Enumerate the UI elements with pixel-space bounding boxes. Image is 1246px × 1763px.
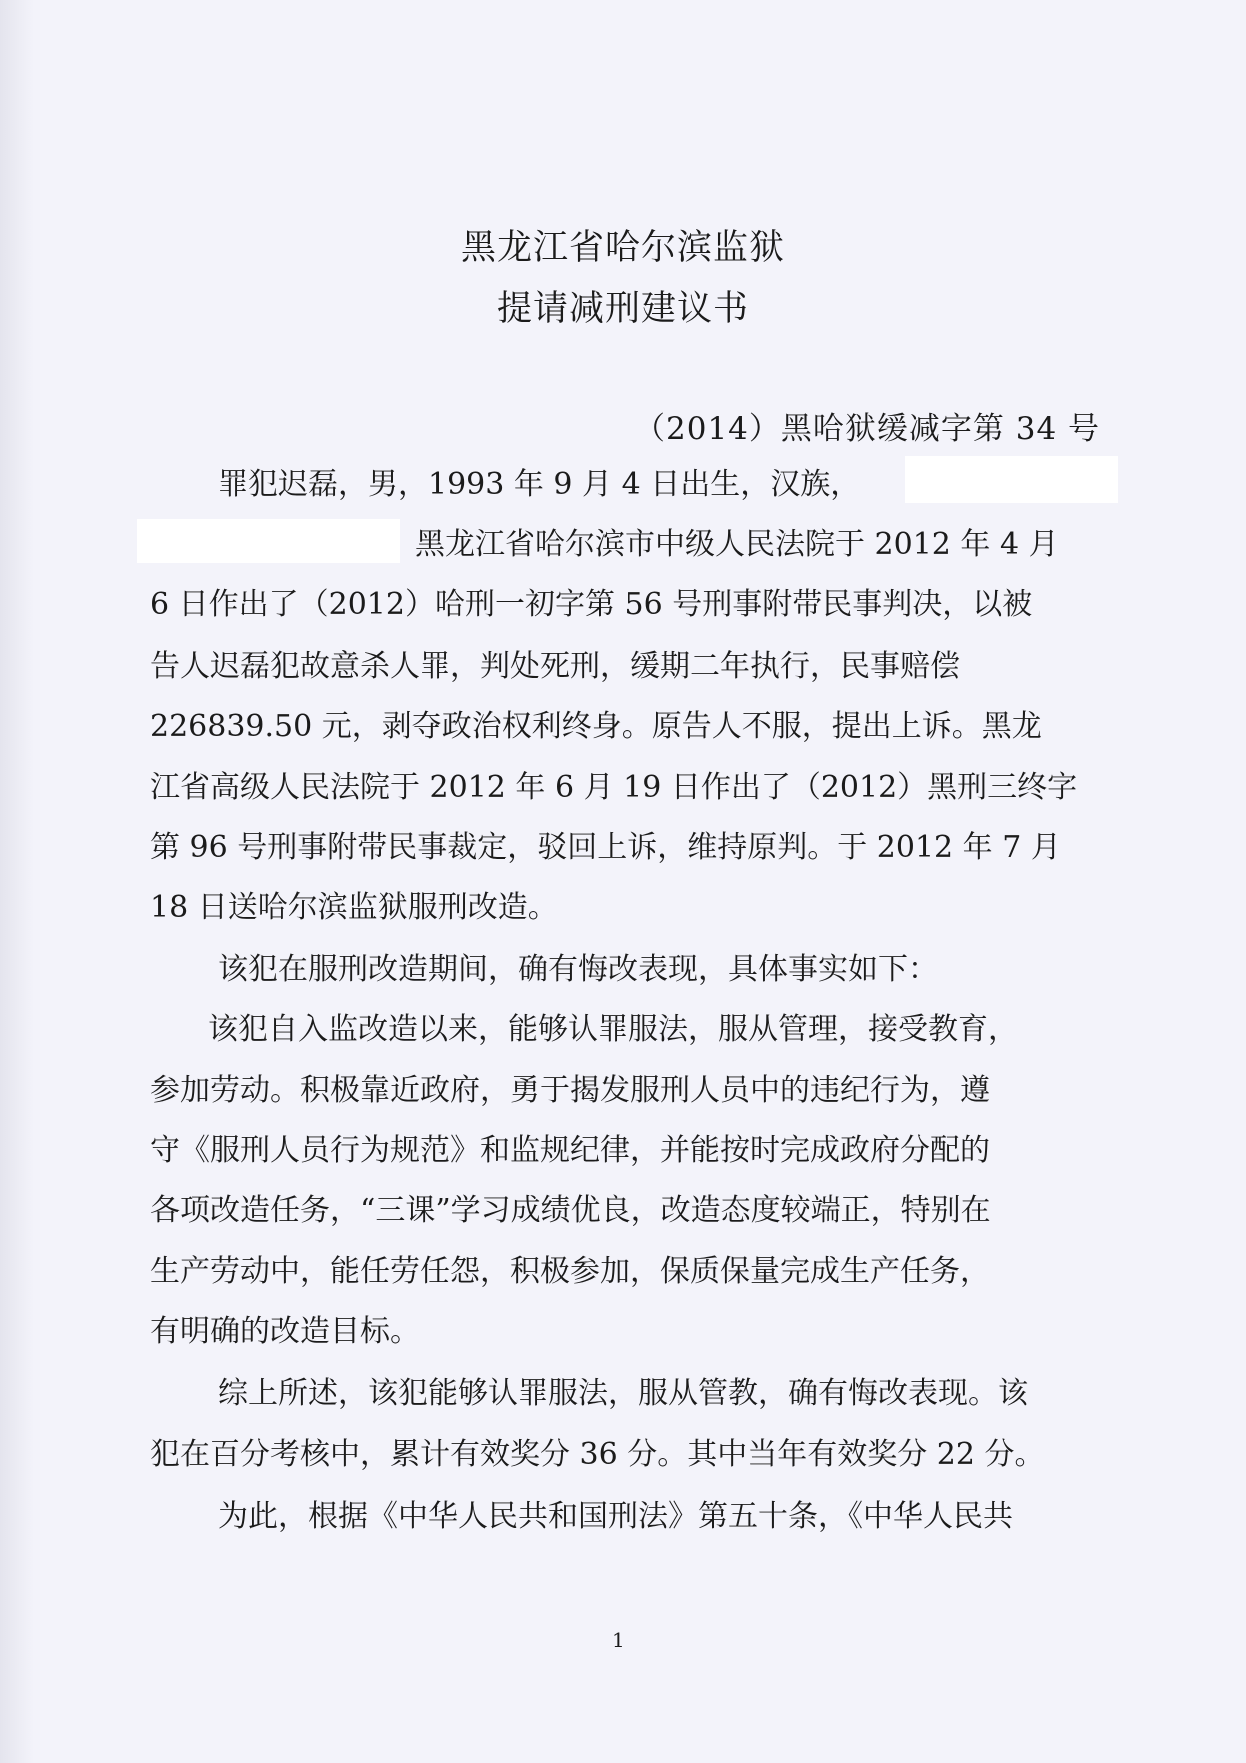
- body-line: 黑龙江省哈尔滨市中级人民法院于 2012 年 4 月: [415, 527, 1059, 562]
- body-line: 该犯自入监改造以来，能够认罪服法，服从管理，接受教育，: [208, 1012, 1018, 1047]
- body-line: 226839.50 元，剥夺政治权利终身。原告人不服，提出上诉。黑龙: [150, 709, 1042, 744]
- body-line: 第 96 号刑事附带民事裁定，驳回上诉，维持原判。于 2012 年 7 月: [150, 830, 1061, 865]
- body-line: 18 日送哈尔滨监狱服刑改造。: [150, 890, 558, 925]
- redaction-box: [905, 456, 1118, 503]
- body-line: 为此，根据《中华人民共和国刑法》第五十条，《中华人民共: [218, 1499, 1013, 1534]
- body-line: 6 日作出了（2012）哈刑一初字第 56 号刑事附带民事判决，以被: [150, 587, 1033, 622]
- body-line: 罪犯迟磊，男，1993 年 9 月 4 日出生，汉族，: [218, 467, 861, 502]
- body-line: 江省高级人民法院于 2012 年 6 月 19 日作出了（2012）黑刑三终字: [150, 770, 1078, 805]
- body-line: 犯在百分考核中，累计有效奖分 36 分。其中当年有效奖分 22 分。: [150, 1437, 1045, 1472]
- document-title-line1: 黑龙江省哈尔滨监狱: [460, 228, 785, 268]
- body-line: 综上所述，该犯能够认罪服法，服从管教，确有悔改表现。该: [218, 1376, 1028, 1411]
- body-line: 各项改造任务，“三课”学习成绩优良，改造态度较端正，特别在: [150, 1193, 991, 1228]
- body-line: 该犯在服刑改造期间，确有悔改表现，具体事实如下：: [218, 952, 938, 987]
- case-number: （2014）黑哈狱缓减字第 34 号: [634, 411, 1101, 447]
- page-number: 1: [612, 1628, 625, 1652]
- body-line: 有明确的改造目标。: [150, 1314, 420, 1349]
- body-line: 参加劳动。积极靠近政府，勇于揭发服刑人员中的违纪行为，遵: [150, 1073, 990, 1108]
- body-line: 告人迟磊犯故意杀人罪，判处死刑，缓期二年执行，民事赔偿: [150, 649, 960, 684]
- document-title-line2: 提请减刑建议书: [496, 289, 749, 329]
- body-line: 守《服刑人员行为规范》和监规纪律，并能按时完成政府分配的: [150, 1133, 990, 1168]
- redaction-box: [137, 519, 400, 563]
- body-line: 生产劳动中，能任劳任怨，积极参加，保质保量完成生产任务，: [150, 1254, 990, 1289]
